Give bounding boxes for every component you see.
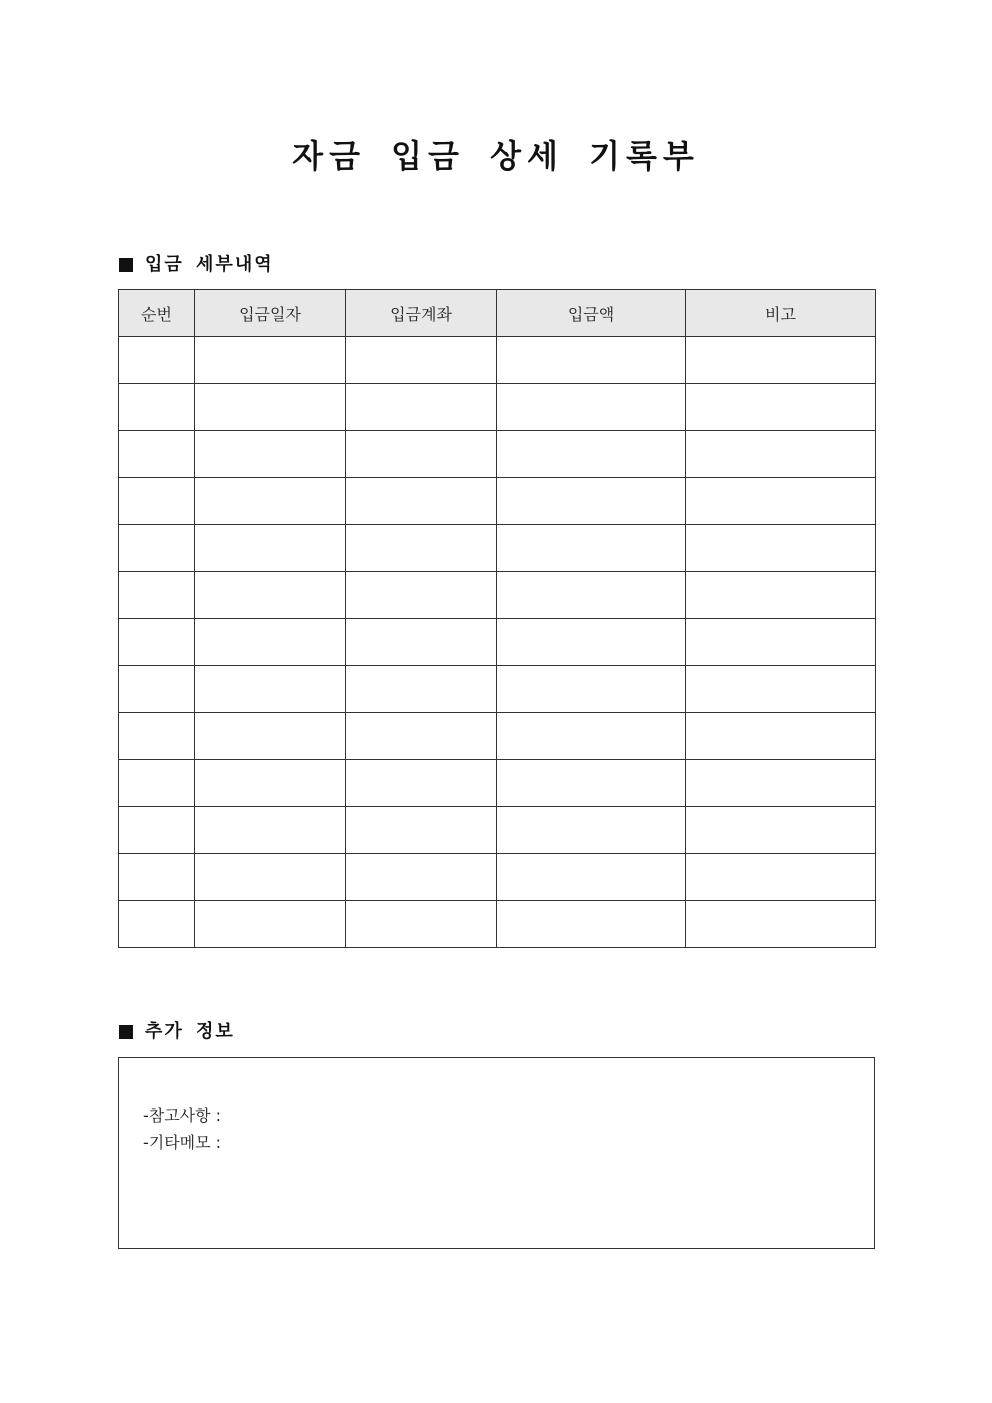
section-heading-additional-info (119, 1020, 235, 1044)
column-header-number: 순번 (119, 290, 195, 337)
table-row (119, 337, 876, 384)
page-title: 자금 입금 상세 기록부 (292, 137, 700, 175)
section-heading-label: 추가 정보 (145, 1021, 235, 1042)
table-cell[interactable] (686, 478, 876, 525)
table-row (119, 666, 876, 713)
reference-notes-line: -참고사항 : (143, 1106, 222, 1125)
table-cell[interactable] (346, 478, 497, 525)
table-cell[interactable] (686, 384, 876, 431)
table-cell[interactable] (497, 619, 686, 666)
table-row (119, 572, 876, 619)
table-cell[interactable] (195, 572, 346, 619)
table-cell[interactable] (497, 901, 686, 948)
table-cell[interactable] (686, 431, 876, 478)
table-cell[interactable] (497, 760, 686, 807)
section-heading-label: 입금 세부내역 (145, 254, 274, 275)
table-cell[interactable] (195, 384, 346, 431)
column-header-deposit-account: 입금계좌 (346, 290, 497, 337)
table-row (119, 807, 876, 854)
table-cell[interactable] (346, 431, 497, 478)
deposit-details-table (118, 289, 876, 948)
table-cell[interactable] (119, 478, 195, 525)
table-cell[interactable] (195, 760, 346, 807)
table-cell[interactable] (346, 807, 497, 854)
table-cell[interactable] (119, 337, 195, 384)
column-header-remarks: 비고 (686, 290, 876, 337)
black-square-icon (119, 1025, 133, 1039)
table-cell[interactable] (346, 384, 497, 431)
table-cell[interactable] (497, 854, 686, 901)
table-cell[interactable] (119, 807, 195, 854)
table-cell[interactable] (497, 572, 686, 619)
section-heading-deposit-details (119, 253, 274, 277)
table-cell[interactable] (195, 619, 346, 666)
table-cell[interactable] (195, 337, 346, 384)
table-cell[interactable] (346, 666, 497, 713)
table-cell[interactable] (497, 807, 686, 854)
table-cell[interactable] (119, 713, 195, 760)
table-cell[interactable] (346, 760, 497, 807)
table-row (119, 478, 876, 525)
table-cell[interactable] (497, 384, 686, 431)
table-cell[interactable] (686, 901, 876, 948)
table-cell[interactable] (195, 666, 346, 713)
table-row (119, 854, 876, 901)
table-cell[interactable] (686, 619, 876, 666)
table-cell[interactable] (497, 478, 686, 525)
table-cell[interactable] (346, 525, 497, 572)
table-cell[interactable] (195, 431, 346, 478)
additional-info-lines (143, 1102, 221, 1156)
table-cell[interactable] (686, 760, 876, 807)
table-row (119, 525, 876, 572)
table-row (119, 713, 876, 760)
additional-info-box[interactable] (118, 1057, 875, 1249)
column-header-deposit-amount: 입금액 (497, 290, 686, 337)
table-cell[interactable] (686, 807, 876, 854)
table-cell[interactable] (119, 854, 195, 901)
table-cell[interactable] (346, 713, 497, 760)
table-cell[interactable] (346, 901, 497, 948)
table-cell[interactable] (119, 901, 195, 948)
table-cell[interactable] (497, 431, 686, 478)
table-cell[interactable] (497, 713, 686, 760)
table-row (119, 760, 876, 807)
table-row (119, 619, 876, 666)
table-cell[interactable] (686, 713, 876, 760)
table-cell[interactable] (119, 619, 195, 666)
table-body (119, 337, 876, 948)
table-cell[interactable] (119, 572, 195, 619)
table-row (119, 431, 876, 478)
table-cell[interactable] (195, 713, 346, 760)
column-header-deposit-date: 입금일자 (195, 290, 346, 337)
table-cell[interactable] (195, 807, 346, 854)
table-cell[interactable] (195, 525, 346, 572)
table-cell[interactable] (346, 337, 497, 384)
table-header-row (119, 290, 876, 337)
table-cell[interactable] (346, 619, 497, 666)
table-cell[interactable] (497, 666, 686, 713)
table-cell[interactable] (686, 337, 876, 384)
table-cell[interactable] (119, 431, 195, 478)
table-cell[interactable] (195, 854, 346, 901)
table-cell[interactable] (346, 572, 497, 619)
table-row (119, 384, 876, 431)
table-row (119, 901, 876, 948)
table-cell[interactable] (346, 854, 497, 901)
table-cell[interactable] (119, 384, 195, 431)
table-cell[interactable] (195, 901, 346, 948)
table-cell[interactable] (686, 572, 876, 619)
table-cell[interactable] (686, 525, 876, 572)
other-memo-line: -기타메모 : (143, 1133, 222, 1152)
table-cell[interactable] (195, 478, 346, 525)
table-cell[interactable] (119, 525, 195, 572)
table-cell[interactable] (686, 666, 876, 713)
table-cell[interactable] (497, 337, 686, 384)
table-cell[interactable] (119, 760, 195, 807)
table-cell[interactable] (119, 666, 195, 713)
black-square-icon (119, 258, 133, 272)
table-cell[interactable] (686, 854, 876, 901)
table-cell[interactable] (497, 525, 686, 572)
